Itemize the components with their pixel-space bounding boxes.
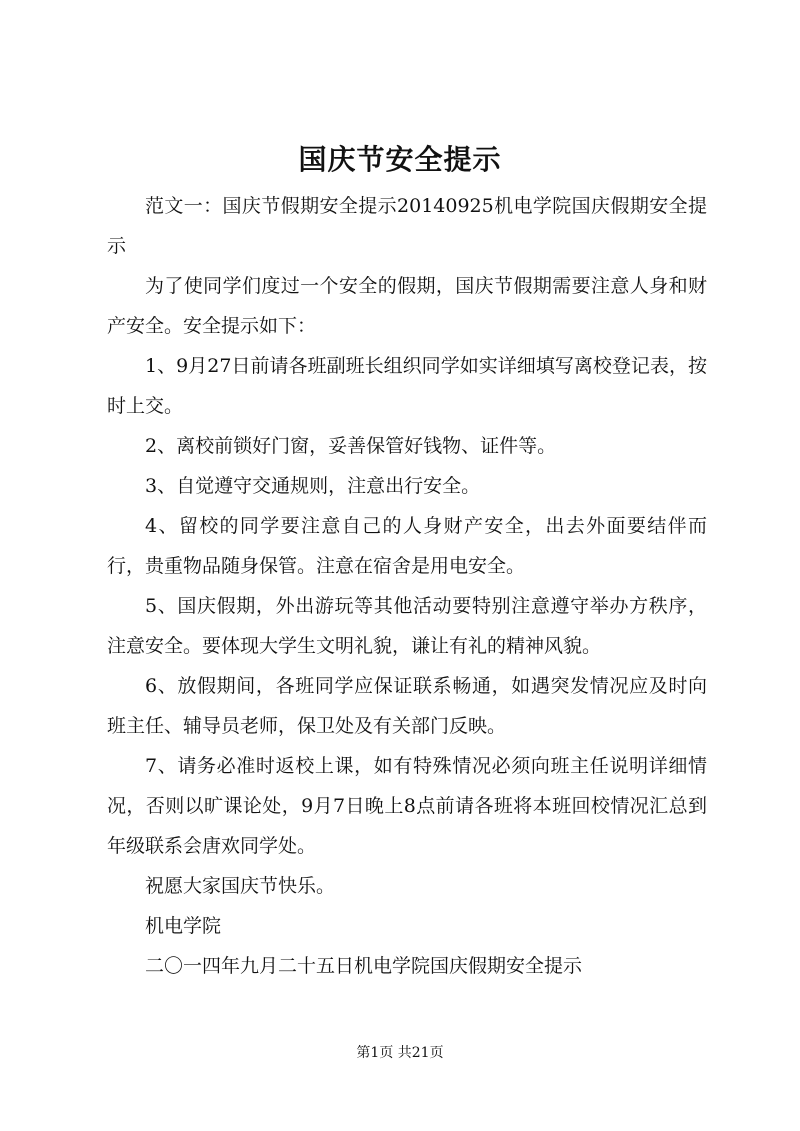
document-body bbox=[107, 186, 707, 986]
paragraph-item-3: 3、自觉遵守交通规则，注意出行安全。 bbox=[145, 475, 481, 497]
paragraph-item-2: 2、离校前锁好门窗，妥善保管好钱物、证件等。 bbox=[145, 435, 557, 457]
page-footer: 第1页 共21页 bbox=[356, 1045, 444, 1061]
paragraph-date: 二〇一四年九月二十五日机电学院国庆假期安全提示 bbox=[145, 955, 583, 977]
paragraph-signature: 机电学院 bbox=[145, 915, 222, 937]
paragraph-intro: 范文一：国庆节假期安全提示20140925机电学院国庆假期安全提示 bbox=[107, 195, 707, 257]
paragraph-item-6: 6、放假期间，各班同学应保证联系畅通，如遇突发情况应及时向班主任、辅导员老师，保卫处及有关部门反映。 bbox=[107, 675, 707, 737]
paragraph-purpose: 为了使同学们度过一个安全的假期，国庆节假期需要注意人身和财产安全。安全提示如下： bbox=[107, 275, 707, 337]
paragraph-wishes: 祝愿大家国庆节快乐。 bbox=[145, 875, 336, 897]
paragraph-item-7: 7、请务必准时返校上课，如有特殊情况必须向班主任说明详细情况，否则以旷课论处，9月7日晚上8点前请各班将本班回校情况汇总到年级联系会唐欢同学处。 bbox=[107, 755, 707, 857]
document-title: 国庆节安全提示 bbox=[298, 143, 502, 176]
paragraph-item-5: 5、国庆假期，外出游玩等其他活动要特别注意遵守举办方秩序，注意安全。要体现大学生文明礼貌，谦让有礼的精神风貌。 bbox=[107, 595, 707, 657]
paragraph-item-1: 1、9月27日前请各班副班长组织同学如实详细填写离校登记表，按时上交。 bbox=[107, 355, 707, 417]
paragraph-item-4: 4、留校的同学要注意自己的人身财产安全，出去外面要结伴而行，贵重物品随身保管。注意在宿舍是用电安全。 bbox=[107, 515, 707, 577]
